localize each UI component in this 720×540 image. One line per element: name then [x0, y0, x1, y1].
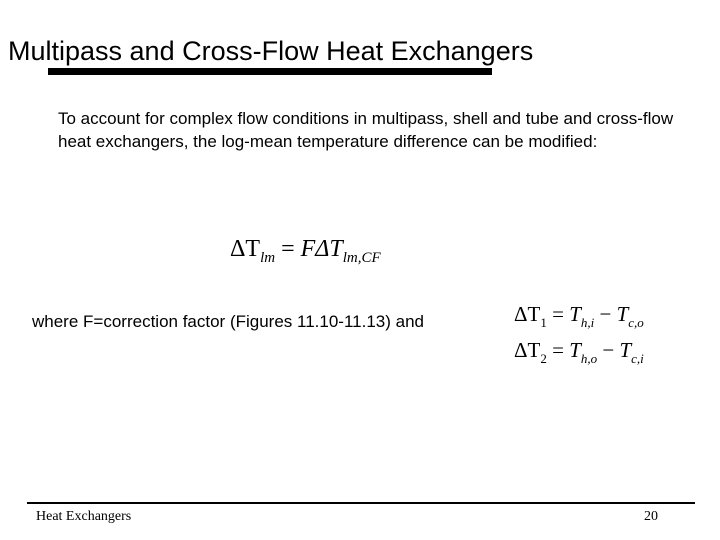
delta-t1-equation — [514, 302, 644, 330]
eq-dt2-t2-sub: c,i — [631, 351, 644, 366]
footer-title: Heat Exchangers — [36, 509, 132, 524]
eq-dt2-t1: T — [569, 338, 581, 362]
page-number: 20 — [644, 509, 658, 524]
eq-main-factor: FΔT — [300, 236, 343, 262]
eq-main-lhs: ΔT — [230, 236, 261, 262]
eq-dt1-t2: T — [616, 302, 629, 326]
eq-dt2-t1-sub: h,o — [580, 351, 598, 366]
eq-dt1-minus: − — [599, 302, 612, 326]
eq-dt1-lhs-sub: 1 — [540, 315, 547, 330]
where-text: where F=correction factor (Figures 11.10-11.13) and — [32, 312, 424, 331]
title-underline — [48, 68, 492, 75]
eq-main-rhs-sub: lm,CF — [342, 250, 381, 266]
eq-dt2-t2: T — [619, 338, 632, 362]
footer-divider — [27, 502, 695, 504]
eq-dt1-t2-sub: c,o — [628, 315, 644, 330]
eq-dt1-equals: = — [552, 302, 564, 326]
eq-dt1-lhs: ΔT — [514, 302, 541, 326]
intro-paragraph: To account for complex flow conditions in multipass, shell and tube and cross-flow heat exchangers, the log-mean temperature difference can be modified: — [58, 109, 674, 151]
eq-dt1-t1: T — [569, 302, 581, 326]
eq-dt2-lhs-sub: 2 — [540, 351, 547, 366]
slide-title: Multipass and Cross-Flow Heat Exchangers — [8, 36, 534, 66]
delta-t2-equation — [514, 338, 644, 366]
eq-main-equals: = — [281, 236, 295, 262]
eq-dt2-equals: = — [552, 338, 564, 362]
eq-dt1-t1-sub: h,i — [580, 315, 595, 330]
eq-dt2-minus: − — [602, 338, 615, 362]
lmtd-correction-equation — [230, 236, 381, 266]
eq-main-lhs-sub: lm — [260, 250, 276, 266]
eq-dt2-lhs: ΔT — [514, 338, 541, 362]
